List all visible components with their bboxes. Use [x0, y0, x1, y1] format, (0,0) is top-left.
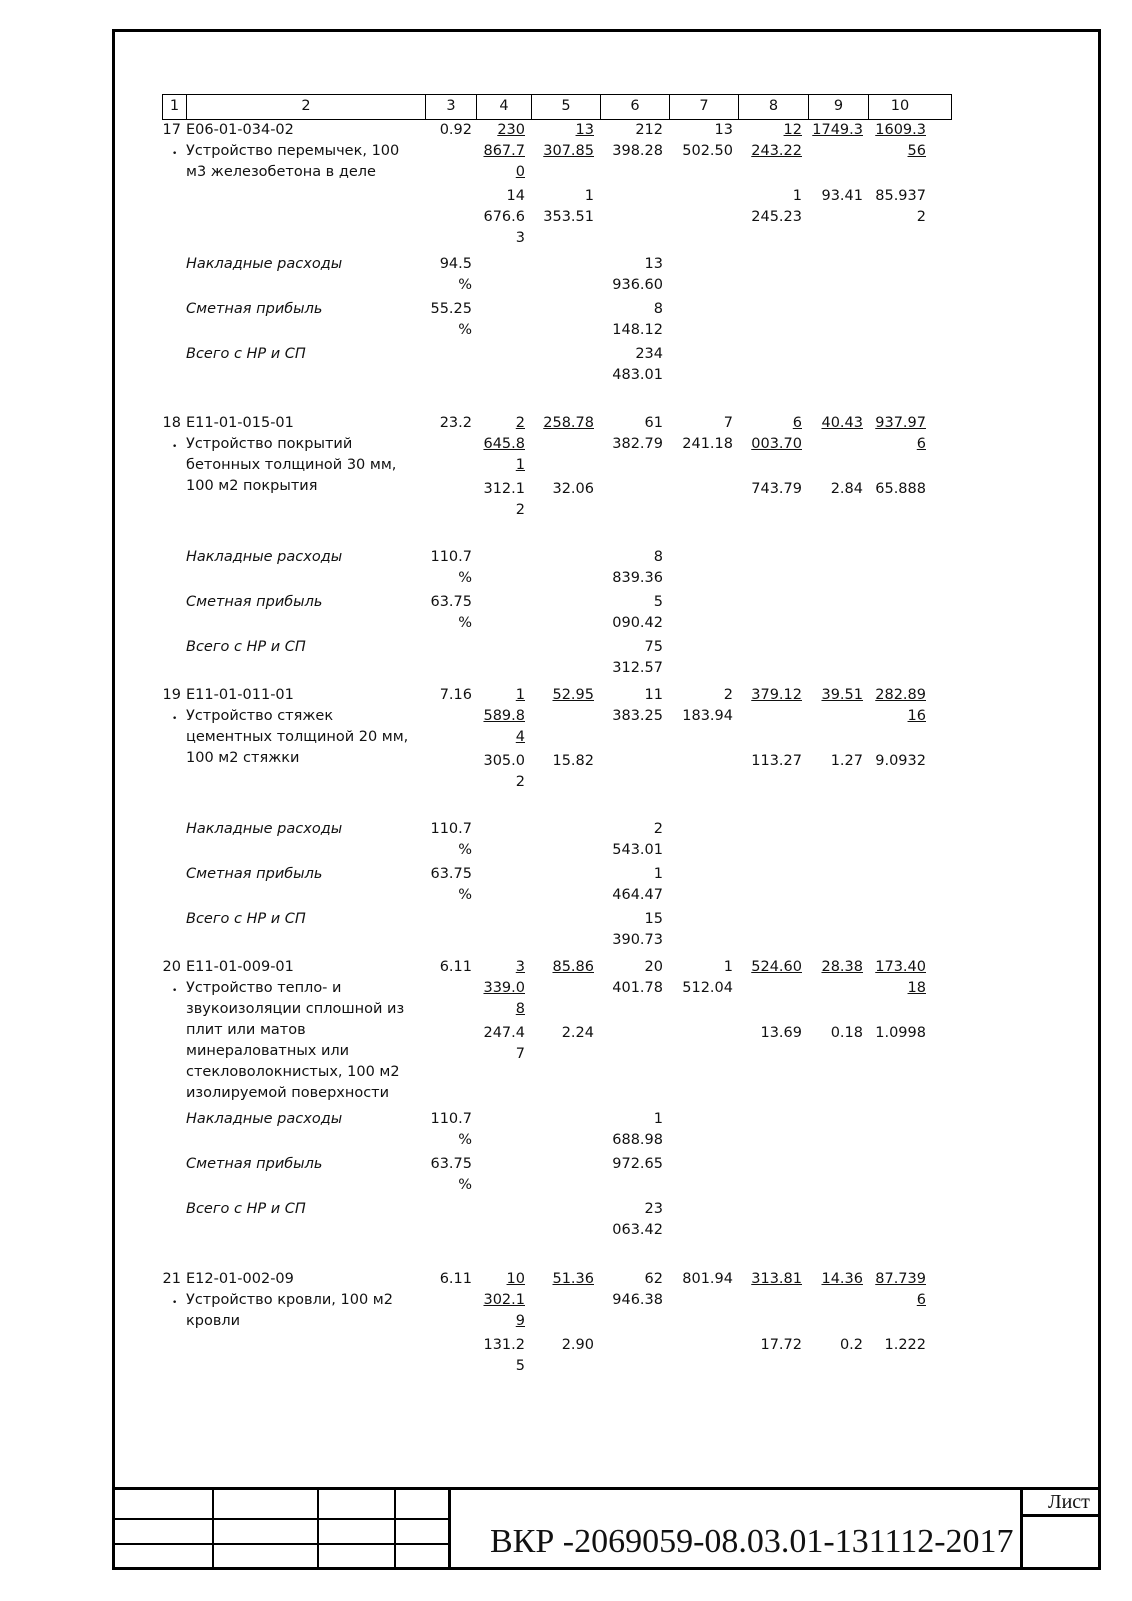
col4-value: 10	[506, 1271, 525, 1287]
profit-rate: 63.75	[430, 594, 472, 610]
col4-value: 867.7	[483, 143, 525, 159]
document-code: ВКР -2069059-08.03.01-131112-2017	[490, 1523, 1014, 1560]
header-col-5: 5	[532, 95, 601, 119]
col8-value: 245.23	[751, 209, 802, 225]
total-amount: 483.01	[612, 367, 663, 383]
profit-amount: 464.47	[612, 887, 663, 903]
col4-value: 2	[515, 774, 525, 790]
profit-rate: %	[458, 322, 472, 338]
total-amount: 390.73	[612, 932, 663, 948]
work-name: Устройство перемычек, 100	[186, 143, 400, 159]
work-name: плит или матов	[186, 1022, 306, 1038]
profit-amount: 5	[653, 594, 663, 610]
col9-value: 0.2	[839, 1337, 863, 1353]
work-name: изолируемой поверхности	[186, 1085, 390, 1101]
work-name: цементных толщиной 20 мм,	[186, 729, 409, 745]
col4-value: 1	[515, 457, 525, 473]
total-amount: 23	[644, 1201, 663, 1217]
col4-value: 7	[515, 1046, 525, 1062]
bullet-icon: •	[172, 986, 178, 996]
col4-value: 305.0	[483, 753, 525, 769]
quantity: 6.11	[439, 959, 472, 975]
header-col-10: 10	[890, 98, 910, 114]
col5-value: 51.36	[552, 1271, 594, 1287]
col7-value: 7	[723, 415, 733, 431]
profit-amount: 090.42	[612, 615, 663, 631]
col5-value: 85.86	[552, 959, 594, 975]
col4-value: 247.4	[483, 1025, 525, 1041]
profit-label: Сметная прибыль	[186, 866, 323, 882]
profit-rate: 63.75	[430, 1156, 472, 1172]
col4-value: 4	[515, 729, 525, 745]
total-amount: 75	[644, 639, 663, 655]
rate-code: Е06-01-034-02	[186, 122, 294, 138]
work-name: бетонных толщиной 30 мм,	[186, 457, 397, 473]
col7-value: 801.94	[682, 1271, 733, 1287]
total-label: Всего с НР и СП	[186, 639, 306, 655]
col6-value: 61	[644, 415, 663, 431]
col8-value: 003.70	[751, 436, 802, 452]
col4-value: 645.8	[483, 436, 525, 452]
quantity: 23.2	[439, 415, 472, 431]
col10-value: 65.888	[875, 481, 926, 497]
total-label: Всего с НР и СП	[186, 346, 306, 362]
rate-code: Е11-01-011-01	[186, 687, 294, 703]
col4-value: 9	[515, 1313, 525, 1329]
col10-value: 282.89	[875, 687, 926, 703]
quantity: 6.11	[439, 1271, 472, 1287]
col9-value: 1749.3	[812, 122, 863, 138]
col4-value: 589.8	[483, 708, 525, 724]
col4-value: 339.0	[483, 980, 525, 996]
col5-value: 353.51	[543, 209, 594, 225]
overhead-label: Накладные расходы	[186, 821, 343, 837]
col7-value: 502.50	[682, 143, 733, 159]
col9-value: 28.38	[821, 959, 863, 975]
work-name: звукоизоляции сплошной из	[186, 1001, 405, 1017]
col4-value: 1	[515, 687, 525, 703]
col8-value: 743.79	[751, 481, 802, 497]
item-number: 17	[162, 122, 181, 138]
col7-value: 512.04	[682, 980, 733, 996]
table-header	[162, 94, 952, 120]
col6-value: 11	[644, 687, 663, 703]
col4-value: 3	[515, 959, 525, 975]
profit-rate: %	[458, 887, 472, 903]
col6-value: 946.38	[612, 1292, 663, 1308]
overhead-amount: 2	[653, 821, 663, 837]
quantity: 0.92	[439, 122, 472, 138]
col9-value: 93.41	[821, 188, 863, 204]
col6-value: 383.25	[612, 708, 663, 724]
work-name: м3 железобетона в деле	[186, 164, 376, 180]
col4-value: 676.6	[483, 209, 525, 225]
profit-amount: 972.65	[612, 1156, 663, 1172]
header-col-6: 6	[601, 95, 670, 119]
col5-value: 52.95	[552, 687, 594, 703]
overhead-rate: 110.7	[430, 1111, 472, 1127]
col7-value: 183.94	[682, 708, 733, 724]
col8-value: 313.81	[751, 1271, 802, 1287]
overhead-label: Накладные расходы	[186, 256, 343, 272]
work-name: стекловолокнистых, 100 м2	[186, 1064, 400, 1080]
col10-value: 87.739	[875, 1271, 926, 1287]
overhead-amount: 8	[653, 549, 663, 565]
work-name: минераловатных или	[186, 1043, 350, 1059]
overhead-label: Накладные расходы	[186, 549, 343, 565]
col4-value: 0	[515, 164, 525, 180]
col5-value: 258.78	[543, 415, 594, 431]
overhead-amount: 543.01	[612, 842, 663, 858]
col7-value: 13	[714, 122, 733, 138]
overhead-rate: 94.5	[439, 256, 472, 272]
overhead-amount: 839.36	[612, 570, 663, 586]
col4-value: 302.1	[483, 1292, 525, 1308]
col5-value: 32.06	[552, 481, 594, 497]
col6-value: 20	[644, 959, 663, 975]
bullet-icon: •	[172, 714, 178, 724]
col4-value: 2	[515, 415, 525, 431]
col10-value: 1609.3	[875, 122, 926, 138]
col4-value: 14	[506, 188, 525, 204]
col10-value: 173.40	[875, 959, 926, 975]
col10-value: 2	[916, 209, 926, 225]
col6-value: 398.28	[612, 143, 663, 159]
col9-value: 40.43	[821, 415, 863, 431]
overhead-rate: 110.7	[430, 821, 472, 837]
work-name: 100 м2 стяжки	[186, 750, 300, 766]
col8-value: 17.72	[760, 1337, 802, 1353]
rate-code: Е11-01-015-01	[186, 415, 294, 431]
item-number: 20	[162, 959, 181, 975]
bullet-icon: •	[172, 1298, 178, 1308]
profit-rate: %	[458, 615, 472, 631]
profit-rate: %	[458, 1177, 472, 1193]
col10-value: 937.97	[875, 415, 926, 431]
col4-value: 312.1	[483, 481, 525, 497]
col10-value: 6	[916, 1292, 926, 1308]
overhead-rate: %	[458, 277, 472, 293]
profit-amount: 148.12	[612, 322, 663, 338]
col7-value: 2	[723, 687, 733, 703]
overhead-rate: %	[458, 570, 472, 586]
header-col-2: 2	[187, 95, 426, 119]
rate-code: Е11-01-009-01	[186, 959, 294, 975]
profit-label: Сметная прибыль	[186, 1156, 323, 1172]
col4-value: 230	[497, 122, 525, 138]
total-amount: 234	[635, 346, 663, 362]
col4-value: 5	[515, 1358, 525, 1374]
total-amount: 15	[644, 911, 663, 927]
col9-value: 2.84	[830, 481, 863, 497]
bullet-icon: •	[172, 149, 178, 159]
profit-rate: 63.75	[430, 866, 472, 882]
col8-value: 379.12	[751, 687, 802, 703]
total-label: Всего с НР и СП	[186, 911, 306, 927]
header-col-9: 9	[809, 95, 869, 119]
work-name: Устройство покрытий	[186, 436, 353, 452]
sheet-label: Лист	[1048, 1491, 1090, 1513]
col9-value: 39.51	[821, 687, 863, 703]
col8-value: 13.69	[760, 1025, 802, 1041]
profit-amount: 8	[653, 301, 663, 317]
col9-value: 1.27	[830, 753, 863, 769]
overhead-amount: 1	[653, 1111, 663, 1127]
profit-rate: 55.25	[430, 301, 472, 317]
overhead-amount: 13	[644, 256, 663, 272]
col7-value: 241.18	[682, 436, 733, 452]
overhead-rate: %	[458, 1132, 472, 1148]
col8-value: 524.60	[751, 959, 802, 975]
work-name: 100 м2 покрытия	[186, 478, 318, 494]
col8-value: 6	[792, 415, 802, 431]
col4-value: 8	[515, 1001, 525, 1017]
col4-value: 2	[515, 502, 525, 518]
profit-label: Сметная прибыль	[186, 301, 323, 317]
col10-value: 18	[907, 980, 926, 996]
overhead-rate: %	[458, 842, 472, 858]
total-amount: 312.57	[612, 660, 663, 676]
header-col-8: 8	[739, 95, 809, 119]
col7-value: 1	[723, 959, 733, 975]
col5-value: 15.82	[552, 753, 594, 769]
col8-value: 1	[792, 188, 802, 204]
col5-value: 2.24	[561, 1025, 594, 1041]
overhead-amount: 688.98	[612, 1132, 663, 1148]
col10-value: 6	[916, 436, 926, 452]
col8-value: 12	[783, 122, 802, 138]
item-number: 19	[162, 687, 181, 703]
col4-value: 3	[515, 230, 525, 246]
header-col-3: 3	[426, 95, 477, 119]
overhead-amount: 936.60	[612, 277, 663, 293]
overhead-rate: 110.7	[430, 549, 472, 565]
col10-value: 1.222	[884, 1337, 926, 1353]
col5-value: 2.90	[561, 1337, 594, 1353]
col9-value: 14.36	[821, 1271, 863, 1287]
bullet-icon: •	[172, 442, 178, 452]
col8-value: 243.22	[751, 143, 802, 159]
col10-value: 56	[907, 143, 926, 159]
col6-value: 212	[635, 122, 663, 138]
col5-value: 13	[575, 122, 594, 138]
col4-value: 131.2	[483, 1337, 525, 1353]
col10-value: 1.0998	[875, 1025, 926, 1041]
header-col-1: 1	[163, 95, 187, 119]
col8-value: 113.27	[751, 753, 802, 769]
col6-value: 401.78	[612, 980, 663, 996]
col5-value: 1	[584, 188, 594, 204]
item-number: 18	[162, 415, 181, 431]
header-col-7: 7	[670, 95, 739, 119]
col9-value: 0.18	[830, 1025, 863, 1041]
work-name: кровли	[186, 1313, 241, 1329]
overhead-label: Накладные расходы	[186, 1111, 343, 1127]
profit-label: Сметная прибыль	[186, 594, 323, 610]
quantity: 7.16	[439, 687, 472, 703]
col10-value: 9.0932	[875, 753, 926, 769]
total-label: Всего с НР и СП	[186, 1201, 306, 1217]
col6-value: 62	[644, 1271, 663, 1287]
total-amount: 063.42	[612, 1222, 663, 1238]
profit-amount: 1	[653, 866, 663, 882]
rate-code: Е12-01-002-09	[186, 1271, 294, 1287]
work-name: Устройство кровли, 100 м2	[186, 1292, 393, 1308]
col6-value: 382.79	[612, 436, 663, 452]
col5-value: 307.85	[543, 143, 594, 159]
item-number: 21	[162, 1271, 181, 1287]
work-name: Устройство тепло- и	[186, 980, 342, 996]
col10-value: 85.937	[875, 188, 926, 204]
work-name: Устройство стяжек	[186, 708, 334, 724]
header-col-4: 4	[477, 95, 532, 119]
col10-value: 16	[907, 708, 926, 724]
